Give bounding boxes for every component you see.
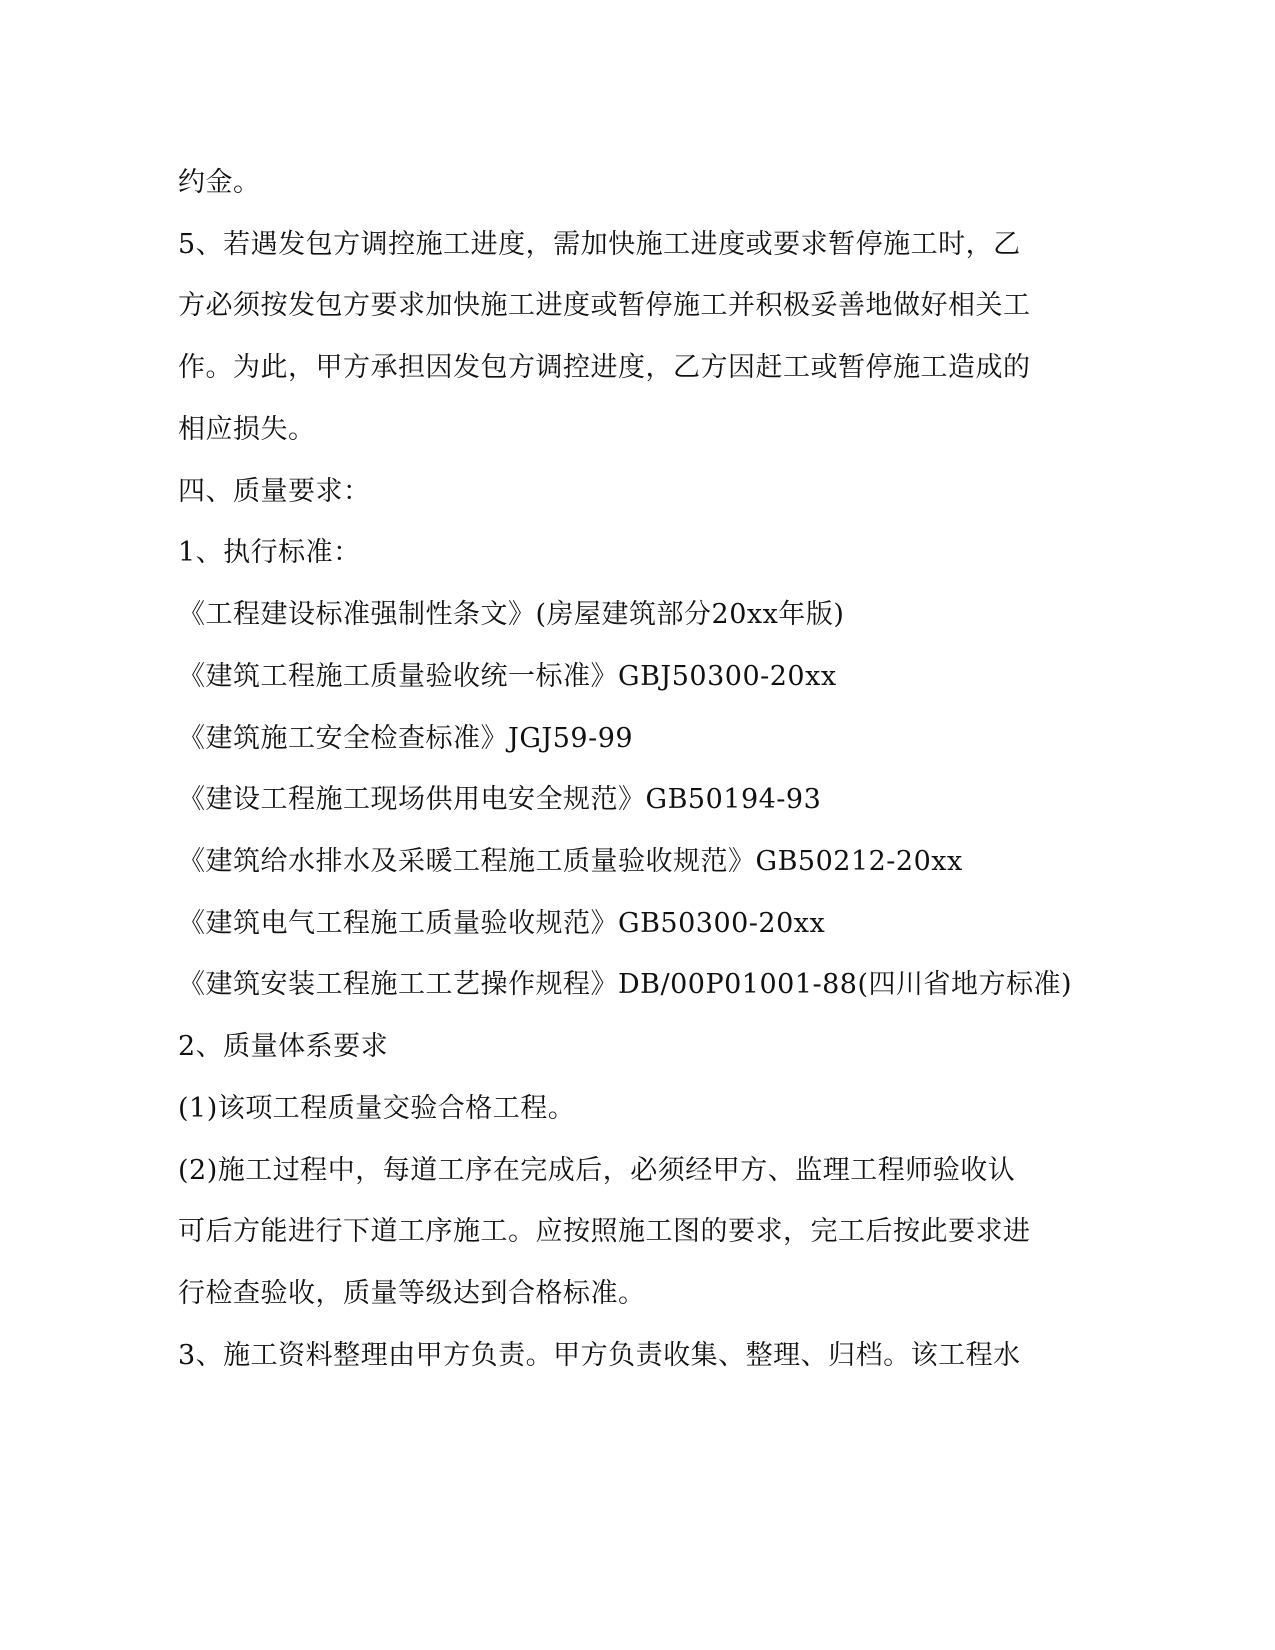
standard-item: 《建筑安装工程施工工艺操作规程》DB/00P01001-88(四川省地方标准): [178, 969, 1073, 1000]
subsection-heading: 1、执行标准：: [178, 537, 361, 568]
standard-item: 《建设工程施工现场供用电安全规范》GB50194-93: [178, 784, 822, 815]
text-line: 作。为此，甲方承担因发包方调控进度，乙方因赶工或暂停施工造成的: [178, 352, 1031, 383]
text-line: 方必须按发包方要求加快施工进度或暂停施工并积极妥善地做好相关工: [178, 290, 1031, 321]
text-line: 约金。: [178, 167, 261, 198]
text-line: 可后方能进行下道工序施工。应按照施工图的要求，完工后按此要求进: [178, 1216, 1031, 1247]
standard-item: 《建筑给水排水及采暖工程施工质量验收规范》GB50212-20xx: [178, 846, 963, 877]
text-line: 3、施工资料整理由甲方负责。甲方负责收集、整理、归档。该工程水: [178, 1340, 1021, 1371]
standard-item: 《工程建设标准强制性条文》(房屋建筑部分20xx年版): [178, 599, 845, 630]
standard-item: 《建筑工程施工质量验收统一标准》GBJ50300-20xx: [178, 661, 837, 692]
section-heading: 四、质量要求：: [178, 476, 371, 507]
text-line: (1)该项工程质量交验合格工程。: [178, 1093, 576, 1124]
standard-item: 《建筑电气工程施工质量验收规范》GB50300-20xx: [178, 908, 826, 939]
text-line: 相应损失。: [178, 414, 316, 445]
text-line: 5、若遇发包方调控施工进度，需加快施工进度或要求暂停施工时，乙: [178, 229, 1021, 260]
text-line: 行检查验收，质量等级达到合格标准。: [178, 1278, 646, 1309]
subsection-heading: 2、质量体系要求: [178, 1031, 389, 1062]
text-line: (2)施工过程中，每道工序在完成后，必须经甲方、监理工程师验收认: [178, 1155, 1016, 1186]
standard-item: 《建筑施工安全检查标准》JGJ59-99: [178, 723, 634, 754]
